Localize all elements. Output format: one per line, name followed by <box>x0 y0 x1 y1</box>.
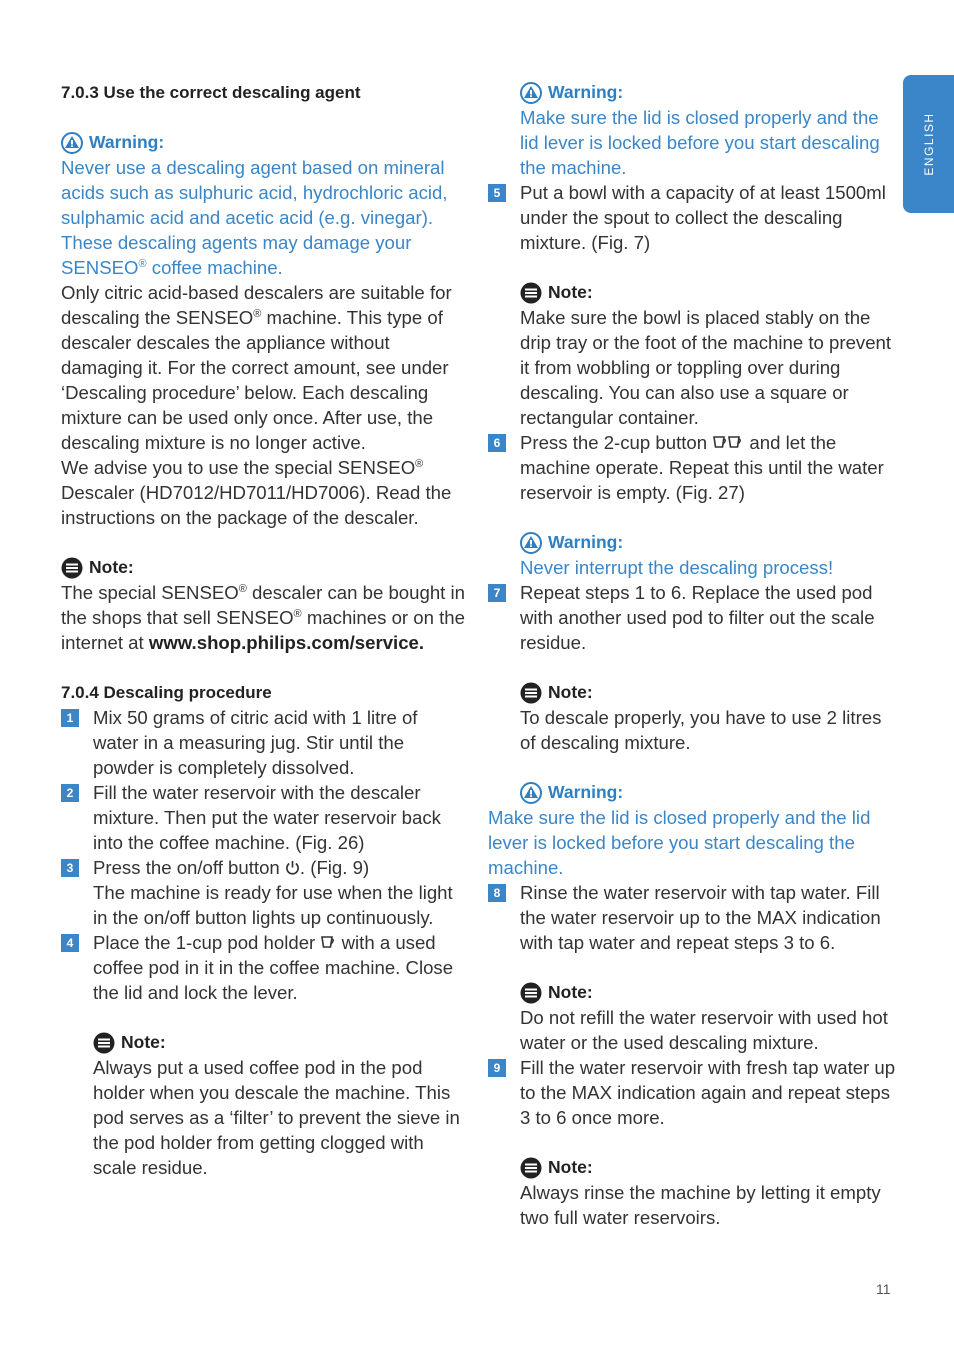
step-text: Place the 1-cup pod holder with a used coffee pod in it in the coffee machine. Close the lid and lock the lever. <box>93 932 454 1003</box>
note-text: To descale properly, you have to use 2 litres of descaling mixture. <box>520 707 882 753</box>
note-icon <box>61 557 83 579</box>
step-item <box>488 1055 898 1130</box>
note-text: The special SENSEO® descaler can be bought in the shops that sell SENSEO® machines or on the internet at www.shop.philips.com/service. <box>61 582 465 653</box>
warning-icon <box>61 132 83 154</box>
step-number: 3 <box>61 859 79 877</box>
page-number: 11 <box>876 1281 891 1297</box>
note-block <box>488 1155 898 1230</box>
step-item <box>488 180 898 255</box>
warning-heading <box>520 780 898 805</box>
note-heading <box>520 980 898 1005</box>
step-item <box>488 880 898 955</box>
note-block <box>61 1030 466 1180</box>
left-column <box>61 80 466 1180</box>
step-item <box>488 580 898 655</box>
language-tab <box>903 75 954 213</box>
step-number: 7 <box>488 584 506 602</box>
warning-heading <box>61 130 466 155</box>
step-text: Press the on/off button . (Fig. 9) The machine is ready for use when the light in the on/off button lights up continuously. <box>93 857 453 928</box>
warning-block <box>488 530 898 580</box>
note-heading <box>520 680 898 705</box>
warning-label: Warning: <box>548 782 624 802</box>
step-number: 4 <box>61 934 79 952</box>
step-text: Fill the water reservoir with the descaler mixture. Then put the water reservoir back into the coffee machine. (Fig. 26) <box>93 782 441 853</box>
step-text: Press the 2-cup button and let the machine operate. Repeat this until the water reservoir is empty. (Fig. 27) <box>520 432 884 503</box>
note-text: Do not refill the water reservoir with used hot water or the used descaling mixture. <box>520 1007 888 1053</box>
step-text: Rinse the water reservoir with tap water. Fill the water reservoir up to the MAX indication with tap water and repeat steps 3 to 6. <box>520 882 881 953</box>
warning-heading <box>520 80 898 105</box>
step-number: 9 <box>488 1059 506 1077</box>
note-icon <box>520 1157 542 1179</box>
right-column <box>488 80 898 1230</box>
step-item <box>488 430 898 505</box>
step-number: 1 <box>61 709 79 727</box>
note-heading <box>520 280 898 305</box>
warning-label: Warning: <box>548 532 624 552</box>
step-item <box>61 705 466 780</box>
step-item <box>61 855 466 930</box>
power-icon <box>285 860 300 875</box>
warning-label: Warning: <box>89 132 165 152</box>
one-cup-icon <box>320 935 336 950</box>
note-block <box>488 680 898 755</box>
note-label: Note: <box>548 682 593 702</box>
note-label: Note: <box>548 1157 593 1177</box>
note-label: Note: <box>121 1032 166 1052</box>
note-label: Note: <box>89 557 134 577</box>
note-icon <box>520 282 542 304</box>
warning-icon <box>520 82 542 104</box>
warning-text: Never interrupt the descaling process! <box>520 557 834 578</box>
step-number: 2 <box>61 784 79 802</box>
step-item <box>61 930 466 1005</box>
warning-label: Warning: <box>548 82 624 102</box>
note-heading <box>520 1155 898 1180</box>
section-heading-703: 7.0.3 Use the correct descaling agent <box>61 83 361 102</box>
warning-icon <box>520 532 542 554</box>
note-text: Always rinse the machine by letting it empty two full water reservoirs. <box>520 1182 881 1228</box>
step-text: Mix 50 grams of citric acid with 1 litre of water in a measuring jug. Stir until the powder is completely dissolved. <box>93 707 418 778</box>
step-text: Fill the water reservoir with fresh tap water up to the MAX indication again and repeat steps 3 to 6 once more. <box>520 1057 896 1128</box>
note-icon <box>520 682 542 704</box>
language-tab-label: ENGLISH <box>921 112 936 176</box>
note-icon <box>520 982 542 1004</box>
warning-text: Make sure the lid is closed properly and the lid lever is locked before you start descaling the machine. <box>520 107 880 178</box>
step-number: 6 <box>488 434 506 452</box>
note-heading <box>61 555 466 580</box>
section-heading-704: 7.0.4 Descaling procedure <box>61 683 272 702</box>
note-label: Note: <box>548 282 593 302</box>
step-item <box>61 780 466 855</box>
note-block <box>488 980 898 1055</box>
paragraph: Only citric acid-based descalers are suitable for descaling the SENSEO® machine. This type of descaler descales the appliance without damaging it. For the correct amount, see under ‘Descaling procedure’ below. Each descaling mixture can be used only once. After use, the descaling mixture is no longer active. <box>61 282 452 453</box>
warning-block <box>488 780 898 805</box>
shop-url: www.shop.philips.com/service. <box>148 632 425 653</box>
warning-heading <box>520 530 898 555</box>
note-icon <box>93 1032 115 1054</box>
note-label: Note: <box>548 982 593 1002</box>
note-text: Always put a used coffee pod in the pod holder when you descale the machine. This pod serves as a ‘filter’ to prevent the sieve in the pod holder from getting clogged with scale residue. <box>93 1057 460 1178</box>
step-number: 5 <box>488 184 506 202</box>
note-text: Make sure the bowl is placed stably on the drip tray or the foot of the machine to prevent it from wobbling or toppling over during descaling. You can also use a square or rectangular container. <box>520 307 892 428</box>
two-cup-icon <box>712 435 744 450</box>
warning-text: Never use a descaling agent based on mineral acids such as sulphuric acid, hydrochloric acid, sulphamic acid and acetic acid (e.g. vinegar). These descaling agents may damage your SENSEO® coffee machine. <box>61 157 448 278</box>
note-heading <box>93 1030 466 1055</box>
paragraph: We advise you to use the special SENSEO® Descaler (HD7012/HD7011/HD7006). Read the instructions on the package of the descaler. <box>61 457 452 528</box>
note-block <box>488 280 898 430</box>
step-number: 8 <box>488 884 506 902</box>
step-text: Put a bowl with a capacity of at least 1500ml under the spout to collect the descaling mixture. (Fig. 7) <box>520 182 886 253</box>
step-text: Repeat steps 1 to 6. Replace the used pod with another used pod to filter out the scale residue. <box>520 582 875 653</box>
warning-block <box>488 80 898 180</box>
warning-icon <box>520 782 542 804</box>
warning-text: Make sure the lid is closed properly and the lid lever is locked before you start descaling the machine. <box>488 807 871 878</box>
